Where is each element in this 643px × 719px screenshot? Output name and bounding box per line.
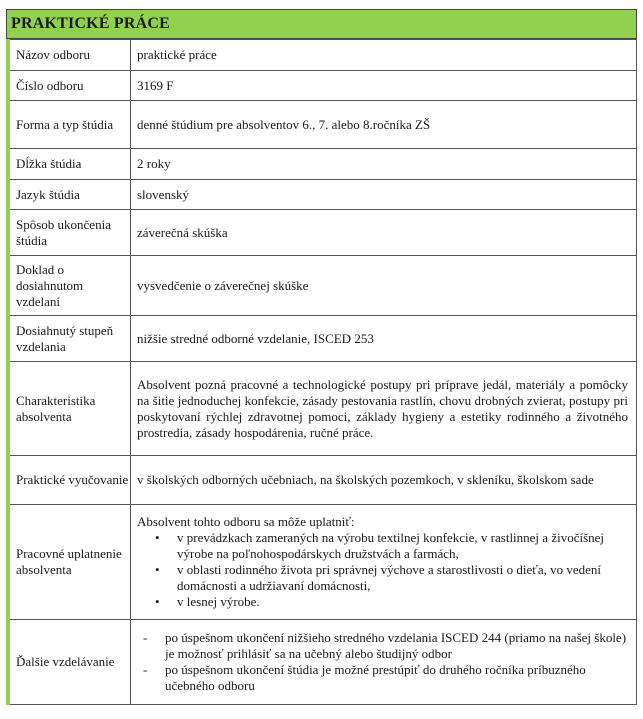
- info-table: [6, 39, 637, 705]
- list-item: - po úspešnom ukončení nižšieho stredného vzdelania ISCED 244 (priamo na našej škole) je možnosť prihlásiť sa na učebný alebo študijný odbor: [165, 630, 628, 662]
- row-label: Forma a typ štúdia: [8, 101, 131, 149]
- table-row: [8, 149, 637, 180]
- dash-list: [137, 630, 628, 694]
- row-value: záverečná skúška: [131, 210, 637, 256]
- table-row: [8, 362, 637, 456]
- row-value: denné štúdium pre absolventov 6., 7. alebo 8.ročníka ZŠ: [131, 101, 637, 149]
- row-label: Názov odboru: [8, 40, 131, 71]
- list-item: • v oblasti rodinného života pri správnej výchove a starostlivosti o dieťa, vo vedení domácnosti a udržiavaní domácnosti,: [177, 562, 628, 594]
- row-value: vysvedčenie o záverečnej skúške: [131, 256, 637, 316]
- bullet-list: [137, 530, 628, 610]
- table-row: [8, 71, 637, 101]
- table-row: [8, 256, 637, 316]
- table-row: [8, 40, 637, 71]
- row-label: Spôsob ukončenia štúdia: [8, 210, 131, 256]
- table-row: [8, 505, 637, 620]
- table-row: [8, 620, 637, 705]
- page-title: PRAKTICKÉ PRÁCE: [6, 9, 637, 39]
- row-value: [131, 505, 637, 620]
- table-row: [8, 101, 637, 149]
- row-value: 2 roky: [131, 149, 637, 180]
- list-item: - po úspešnom ukončení štúdia je možné prestúpiť do druhého ročníka príbuzného učebného odboru: [165, 662, 628, 694]
- row-label: Jazyk štúdia: [8, 180, 131, 210]
- list-item: • v lesnej výrobe.: [177, 594, 628, 610]
- row-label: Dĺžka štúdia: [8, 149, 131, 180]
- row-label: Ďalšie vzdelávanie: [8, 620, 131, 705]
- row-value: [131, 620, 637, 705]
- row-value: 3169 F: [131, 71, 637, 101]
- row-label: Charakteristika absolventa: [8, 362, 131, 456]
- table-row: [8, 456, 637, 505]
- table-row: [8, 210, 637, 256]
- row-value: Absolvent pozná pracovné a technologické postupy pri príprave jedál, materiály a pomôcky na šitie jednoduchej konfekcie, zásady pestovania rastlín, chovu drobných zvierat, postupy pri poskytovaní rýchlej zdravotnej pomoci, základy hygieny a estetiky rodinného a životného prostredia, zásady hospodárenia, ručné práce.: [131, 362, 637, 456]
- table-row: [8, 180, 637, 210]
- row-value: nižšie stredné odborné vzdelanie, ISCED 253: [131, 316, 637, 362]
- list-intro: Absolvent tohto odboru sa môže uplatniť:: [137, 514, 355, 529]
- table-row: [8, 316, 637, 362]
- row-value: praktické práce: [131, 40, 637, 71]
- row-label: Pracovné uplatnenie absolventa: [8, 505, 131, 620]
- row-label: Dosiahnutý stupeň vzdelania: [8, 316, 131, 362]
- row-label: Praktické vyučovanie: [8, 456, 131, 505]
- list-item: • v prevádzkach zameraných na výrobu textilnej konfekcie, v rastlinnej a živočíšnej výrobe na poľnohospodárskych družstvách a farmách,: [177, 530, 628, 562]
- row-label: Doklad o dosiahnutom vzdelaní: [8, 256, 131, 316]
- row-value: slovenský: [131, 180, 637, 210]
- info-sheet: [6, 9, 637, 705]
- row-label: Číslo odboru: [8, 71, 131, 101]
- row-value: v školských odborných učebniach, na školských pozemkoch, v skleníku, školskom sade: [131, 456, 637, 505]
